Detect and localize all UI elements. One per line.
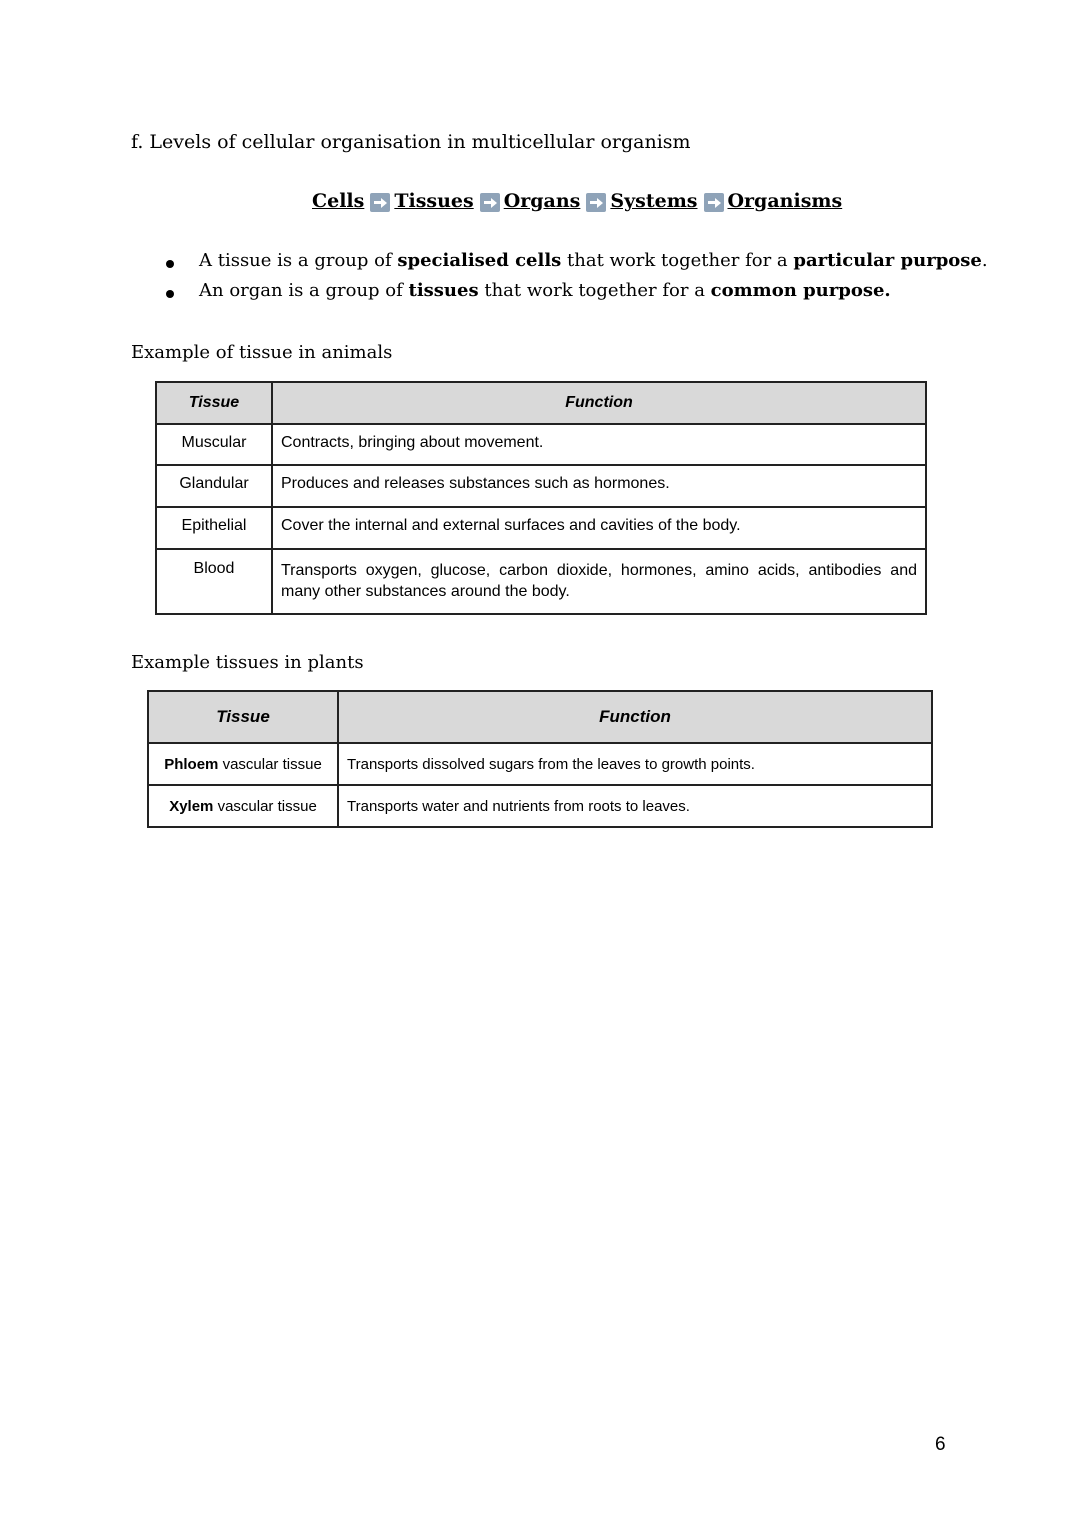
organisation-chain — [312, 190, 842, 212]
bold-text-run: common purpose. — [710, 280, 891, 301]
tissue-suffix: vascular tissue — [218, 755, 322, 773]
animal-tissues-table — [155, 381, 927, 615]
bullet-icon — [166, 260, 174, 268]
plant-tissues-table — [147, 690, 933, 828]
function-cell: Contracts, bringing about movement. — [272, 424, 926, 465]
text-run: An organ is a group of — [199, 280, 409, 301]
text-run: that work together for a — [561, 250, 794, 271]
right-arrow-icon — [480, 193, 500, 212]
table-row — [156, 549, 926, 614]
animals-subheading: Example of tissue in animals — [131, 342, 393, 363]
header-tissue: Tissue — [148, 691, 338, 743]
list-item — [160, 250, 988, 280]
tissue-cell — [148, 785, 338, 827]
table-row — [148, 785, 932, 827]
text-run: that work together for a — [478, 280, 711, 301]
function-cell: Transports oxygen, glucose, carbon dioxide, hormones, amino acids, antibodies and many other substances around the body. — [272, 549, 926, 614]
tissue-cell: Epithelial — [156, 507, 272, 549]
bold-text-run: particular purpose — [793, 250, 982, 271]
header-function: Function — [338, 691, 932, 743]
chain-step-tissues: Tissues — [394, 190, 474, 212]
header-tissue: Tissue — [156, 382, 272, 424]
right-arrow-icon — [370, 193, 390, 212]
tissue-suffix: vascular tissue — [213, 797, 317, 815]
chain-step-organs: Organs — [503, 190, 581, 212]
chain-step-organisms: Organisms — [727, 190, 843, 212]
table-row — [156, 465, 926, 507]
definition-list — [160, 250, 988, 310]
function-cell: Transports dissolved sugars from the leaves to growth points. — [338, 743, 932, 785]
text-run: . — [981, 250, 988, 271]
list-item — [160, 280, 988, 310]
page-number: 6 — [935, 1434, 946, 1455]
chain-step-cells: Cells — [312, 190, 365, 212]
tissue-name: Xylem — [169, 797, 214, 815]
header-function: Function — [272, 382, 926, 424]
tissue-cell — [148, 743, 338, 785]
right-arrow-icon — [704, 193, 724, 212]
table-header-row — [156, 382, 926, 424]
organ-definition — [199, 280, 891, 301]
table-header-row — [148, 691, 932, 743]
plants-subheading: Example tissues in plants — [131, 652, 364, 673]
tissue-cell: Glandular — [156, 465, 272, 507]
tissue-cell: Blood — [156, 549, 272, 614]
bullet-icon — [166, 290, 174, 298]
bold-text-run: tissues — [408, 280, 479, 301]
bold-text-run: specialised cells — [397, 250, 562, 271]
chain-step-systems: Systems — [610, 190, 698, 212]
function-cell: Transports water and nutrients from roots to leaves. — [338, 785, 932, 827]
table-row — [156, 424, 926, 465]
section-heading: f. Levels of cellular organisation in multicellular organism — [131, 131, 691, 153]
right-arrow-icon — [586, 193, 606, 212]
table-row — [156, 507, 926, 549]
tissue-name: Phloem — [164, 755, 219, 773]
function-cell: Cover the internal and external surfaces and cavities of the body. — [272, 507, 926, 549]
tissue-definition — [199, 250, 988, 271]
table-row — [148, 743, 932, 785]
function-cell: Produces and releases substances such as hormones. — [272, 465, 926, 507]
text-run: A tissue is a group of — [199, 250, 398, 271]
tissue-cell: Muscular — [156, 424, 272, 465]
